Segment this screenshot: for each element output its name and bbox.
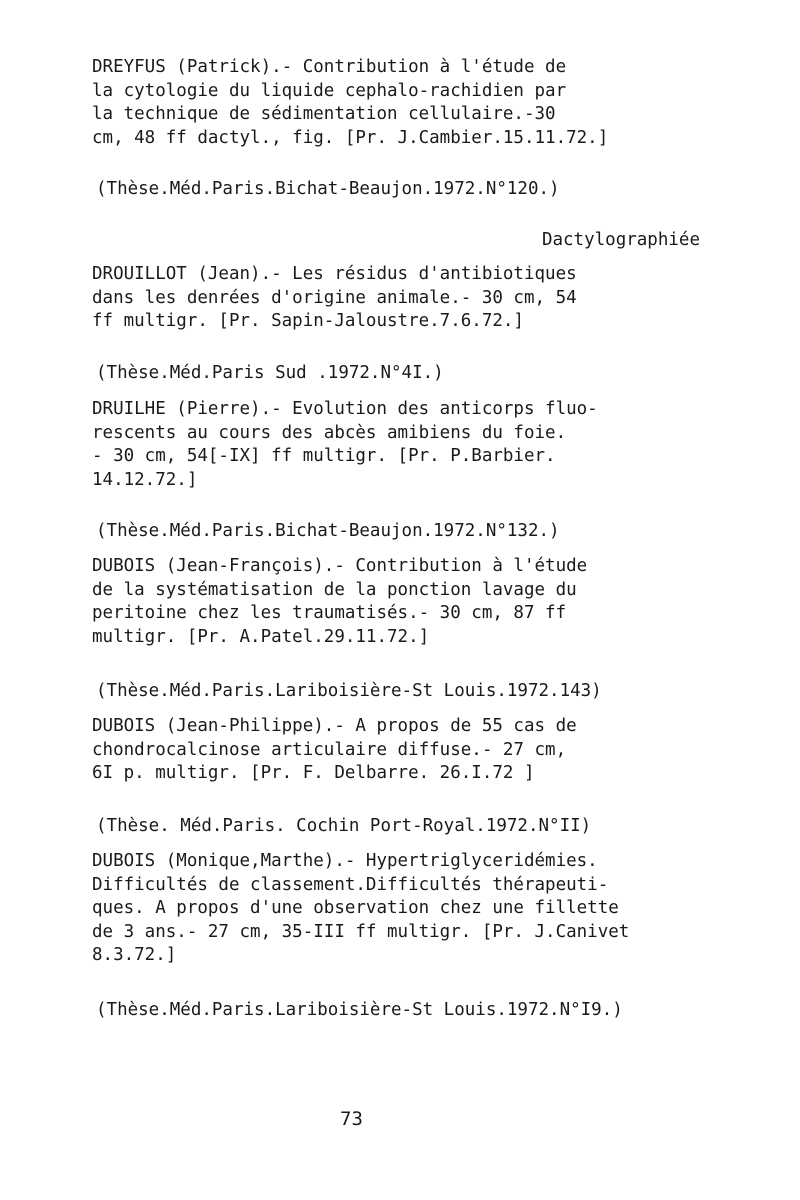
entry-line: la cytologie du liquide cephalo-rachidien par [92, 80, 567, 101]
thesis-reference: (Thèse.Méd.Paris Sud .1972.N°4I.) [96, 363, 444, 383]
entry-line: de 3 ans.- 27 cm, 35-III ff multigr. [Pr. J.Canivet [92, 921, 630, 942]
entry-line: peritoine chez les traumatisés.- 30 cm, 87 ff [92, 603, 567, 623]
entry-line: DUBOIS (Jean-François).- Contribution à l'étude [92, 556, 588, 576]
entry-line: 6I p. multigr. [Pr. F. Delbarre. 26.I.72 ] [92, 763, 535, 783]
entry-line: multigr. [Pr. A.Patel.29.11.72.] [92, 626, 430, 647]
thesis-reference: (Thèse.Méd.Paris.Lariboisière-St Louis.1972.N°I9.) [96, 1000, 623, 1020]
thesis-reference: (Thèse. Méd.Paris. Cochin Port-Royal.1972.N°II) [96, 816, 592, 836]
entry-line: ques. A propos d'une observation chez une fillette [92, 898, 619, 918]
bibliography-entry [92, 850, 722, 968]
entry-line: la technique de sédimentation cellulaire.-30 [92, 104, 556, 124]
entry-line: DROUILLOT (Jean).- Les résidus d'antibiotiques [92, 264, 577, 284]
entry-line: DREYFUS (Patrick).- Contribution à l'étude de [92, 57, 567, 77]
entry-line: DUBOIS (Jean-Philippe).- A propos de 55 cas de [92, 716, 577, 736]
entry-line: DUBOIS (Monique,Marthe).- Hypertriglyceridémies. [92, 851, 598, 871]
entry-line: chondrocalcinose articulaire diffuse.- 27 cm, [92, 739, 567, 760]
bibliography-entry [92, 263, 722, 334]
bibliography-entry [92, 398, 722, 492]
thesis-reference: (Thèse.Méd.Paris.Bichat-Beaujon.1972.N°132.) [96, 521, 560, 541]
entry-line: ff multigr. [Pr. Sapin-Jaloustre.7.6.72.] [92, 311, 524, 331]
format-note: Dactylographiée [541, 230, 700, 250]
bibliography-entry [92, 715, 722, 786]
entry-line: DRUILHE (Pierre).- Evolution des anticorps fluo- [92, 399, 598, 419]
entry-line: cm, 48 ff dactyl., fig. [Pr. J.Cambier.15.11.72.] [92, 127, 609, 148]
entry-line: rescents au cours des abcès amibiens du foie. [92, 422, 567, 443]
entry-line: de la systématisation de la ponction lavage du [92, 579, 577, 600]
entry-line: 14.12.72.] [92, 469, 198, 490]
thesis-reference: (Thèse.Méd.Paris.Lariboisière-St Louis.1972.143) [96, 681, 602, 701]
entry-line: Difficultés de classement.Difficultés thérapeuti- [92, 874, 609, 895]
page-number: 73 [340, 1108, 363, 1130]
entry-line: dans les denrées d'origine animale.- 30 cm, 54 [92, 287, 577, 308]
entry-line: 8.3.72.] [92, 945, 177, 965]
bibliography-entry [92, 555, 722, 649]
entry-line: - 30 cm, 54[-IX] ff multigr. [Pr. P.Barbier. [92, 446, 556, 466]
thesis-reference: (Thèse.Méd.Paris.Bichat-Beaujon.1972.N°120.) [96, 179, 560, 199]
bibliography-entry [92, 56, 722, 150]
